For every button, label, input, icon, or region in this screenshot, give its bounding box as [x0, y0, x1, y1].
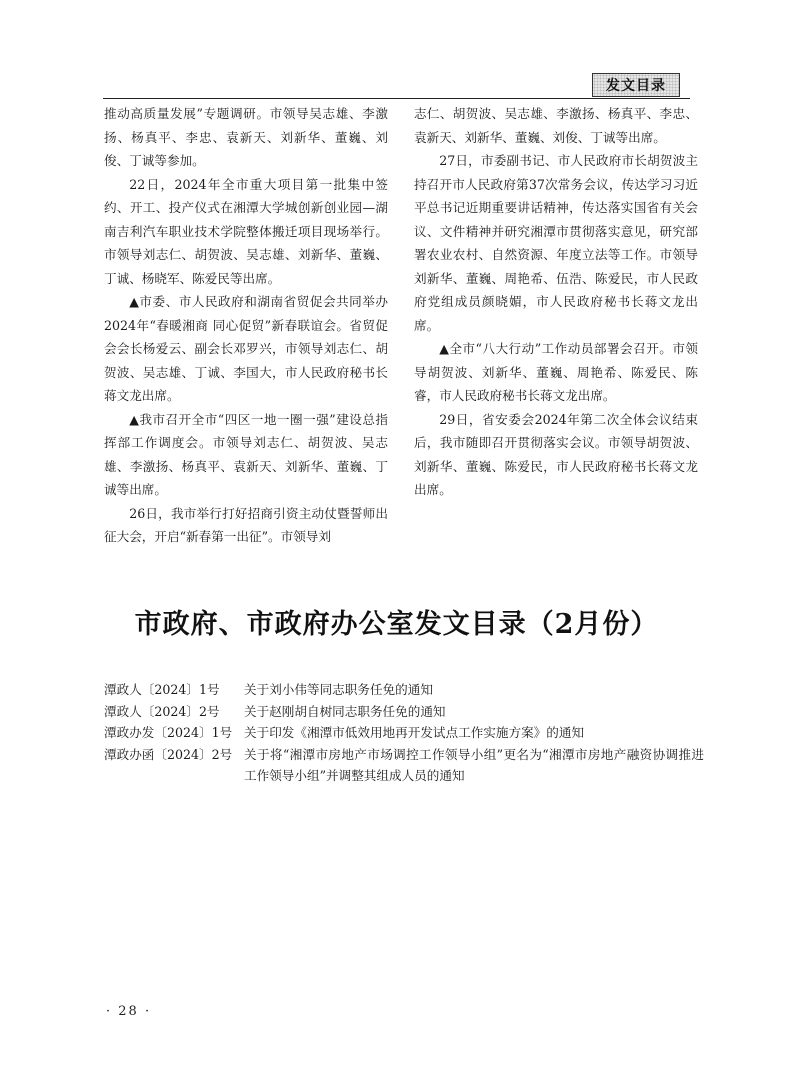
paragraph: 27日，市委副书记、市人民政府市长胡贺波主持召开市人民政府第37次常务会议，传达学习习近平总书记近期重要讲话精神，传达落实国省有关会议、文件精神并研究湘潭市贯彻落实意见，研究部署农业农村、自然资源、年度立法等工作。市领导刘新华、董巍、周艳希、伍浩、陈爱民，市人民政府党组成员颜晓媚，市人民政府秘书长蒋文龙出席。: [414, 153, 698, 333]
paragraph: 志仁、胡贺波、吴志雄、李激扬、杨真平、李忠、袁新天、刘新华、董巍、刘俊、丁诚等出席。: [414, 106, 698, 145]
catalog-list: [104, 679, 704, 787]
paragraph: 推动高质量发展”专题调研。市领导吴志雄、李激扬、杨真平、李忠、袁新天、刘新华、董巍、刘俊、丁诚等参加。: [104, 106, 388, 168]
catalog-item: [104, 744, 704, 787]
header-divider: [103, 98, 690, 99]
doc-number: 潭政人〔2024〕1号: [104, 682, 220, 697]
paragraph: ▲我市召开全市“四区一地一圈一强”建设总指挥部工作调度会。市领导刘志仁、胡贺波、吴志雄、李激扬、杨真平、袁新天、刘新华、董巍、丁诚等出席。: [104, 411, 388, 497]
paragraph: ▲全市“八大行动”工作动员部署会召开。市领导胡贺波、刘新华、董巍、周艳希、陈爱民、陈睿，市人民政府秘书长蒋文龙出席。: [414, 341, 698, 403]
catalog-item: [104, 701, 704, 723]
catalog-title: 市政府、市政府办公室发文目录（2月份）: [134, 609, 659, 640]
doc-title: 关于刘小伟等同志职务任免的通知: [244, 682, 433, 697]
right-column: [414, 102, 698, 502]
page-number: · 28 ·: [106, 1004, 152, 1019]
section-tag: 发文目录: [592, 73, 680, 97]
paragraph: 29日，省安委会2024年第二次全体会议结束后，我市随即召开贯彻落实会议。市领导胡贺波、刘新华、董巍、陈爱民，市人民政府秘书长蒋文龙出席。: [414, 411, 698, 497]
doc-title: 关于赵刚胡自树同志职务任免的通知: [244, 703, 446, 719]
catalog-item: [104, 722, 704, 744]
doc-number: 潭政办发〔2024〕1号: [104, 725, 233, 740]
doc-title: 关于印发《湘潭市低效用地再开发试点工作实施方案》的通知: [244, 725, 585, 740]
doc-number: 潭政人〔2024〕2号: [104, 703, 220, 719]
left-column: [104, 102, 388, 549]
doc-title: 关于将“湘潭市房地产市场调控工作领导小组”更名为“湘潭市房地产融资协调推进工作领导小组”并调整其组成人员的通知: [244, 746, 704, 783]
paragraph: 26日，我市举行打好招商引资主动仗暨誓师出征大会，开启“新春第一出征”。市领导刘: [104, 505, 388, 544]
catalog-item: [104, 679, 704, 701]
doc-number: 潭政办函〔2024〕2号: [104, 746, 233, 762]
paragraph: ▲市委、市人民政府和湖南省贸促会共同举办2024年“春暖湘商 同心促贸”新春联谊会。省贸促会会长杨爱云、副会长邓罗兴，市领导刘志仁、胡贺波、吴志雄、丁诚、李国大，市人民政府秘书长蒋文龙出席。: [104, 294, 388, 403]
paragraph: 22日，2024年全市重大项目第一批集中签约、开工、投产仪式在湘潭大学城创新创业园—湖南吉利汽车职业技术学院整体搬迁项目现场举行。市领导刘志仁、胡贺波、吴志雄、刘新华、董巍、丁诚、杨晓军、陈爱民等出席。: [104, 176, 388, 286]
